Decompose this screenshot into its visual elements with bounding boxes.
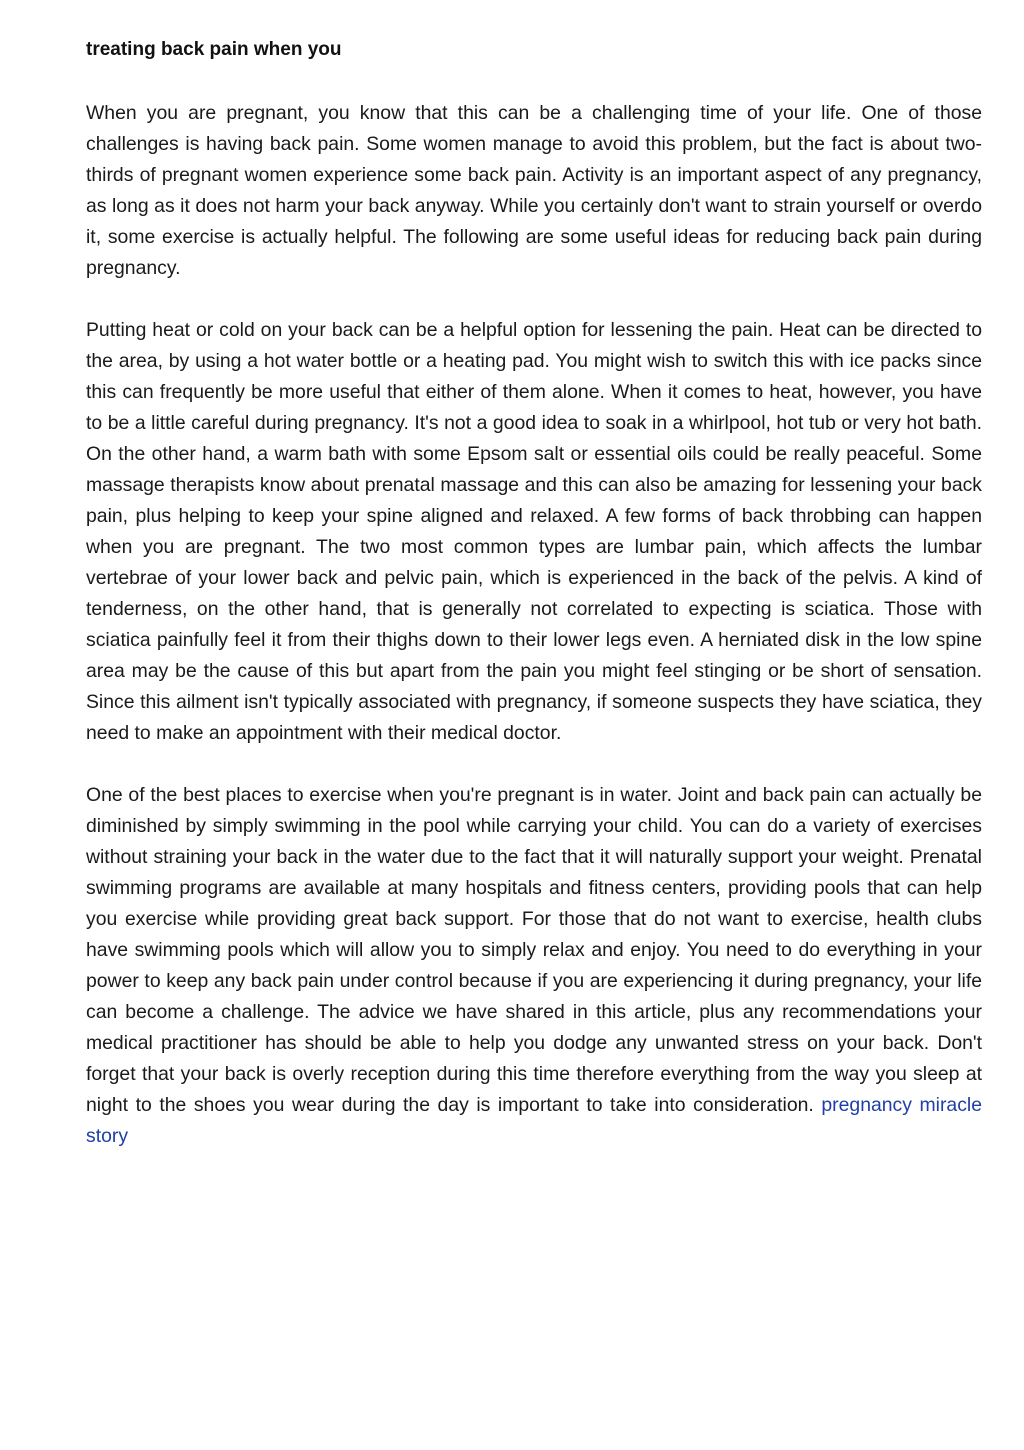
document-page [86, 36, 982, 1183]
paragraph-swimming-text: One of the best places to exercise when you're pregnant is in water. Joint and back pain can actually be diminished by simply swimming in the pool while carrying your child. You can do a variety of exercises without straining your back in the water due to the fact that it will naturally support your weight. Prenatal swimming programs are available at many hospitals and fitness centers, providing pools that can help you exercise while providing great back support. For those that do not want to exercise, health clubs have swimming pools which will allow you to simply relax and enjoy. You need to do everything in your power to keep any back pain under control because if you are experiencing it during pregnancy, your life can become a challenge. The advice we have shared in this article, plus any recommendations your medical practitioner has should be able to help you dodge any unwanted stress on your back. Don't forget that your back is overly reception during this time therefore everything from the way you sleep at night to the shoes you wear during the day is important to take into consideration. [86, 784, 982, 1116]
paragraph-heat-cold: Putting heat or cold on your back can be a helpful option for lessening the pain. Heat can be directed to the area, by using a hot water bottle or a heating pad. You might wish to switch this with ice packs since this can frequently be more useful that either of them alone. When it comes to heat, however, you have to be a little careful during pregnancy. It's not a good idea to soak in a whirlpool, hot tub or very hot bath. On the other hand, a warm bath with some Epsom salt or essential oils could be really peaceful. Some massage therapists know about prenatal massage and this can also be amazing for lessening your back pain, plus helping to keep your spine aligned and relaxed. A few forms of back throbbing can happen when you are pregnant. The two most common types are lumbar pain, which affects the lumbar vertebrae of your lower back and pelvic pain, which is experienced in the back of the pelvis. A kind of tenderness, on the other hand, that is generally not correlated to expecting is sciatica. Those with sciatica painfully feel it from their thighs down to their lower legs even. A herniated disk in the low spine area may be the cause of this but apart from the pain you might feel stinging or be short of sensation. Since this ailment isn't typically associated with pregnancy, if someone suspects they have sciatica, they need to make an appointment with their medical doctor. [86, 319, 982, 744]
paragraph-swimming [86, 780, 982, 1152]
paragraph-intro: When you are pregnant, you know that this can be a challenging time of your life. One of those challenges is having back pain. Some women manage to avoid this problem, but the fact is about two-thirds of pregnant women experience some back pain. Activity is an important aspect of any pregnancy, as long as it does not harm your back anyway. While you certainly don't want to strain yourself or overdo it, some exercise is actually helpful. The following are some useful ideas for reducing back pain during pregnancy. [86, 102, 982, 279]
pregnancy-miracle-story-link[interactable]: pregnancy miracle story [86, 1094, 982, 1147]
document-title: treating back pain when you [86, 39, 342, 60]
